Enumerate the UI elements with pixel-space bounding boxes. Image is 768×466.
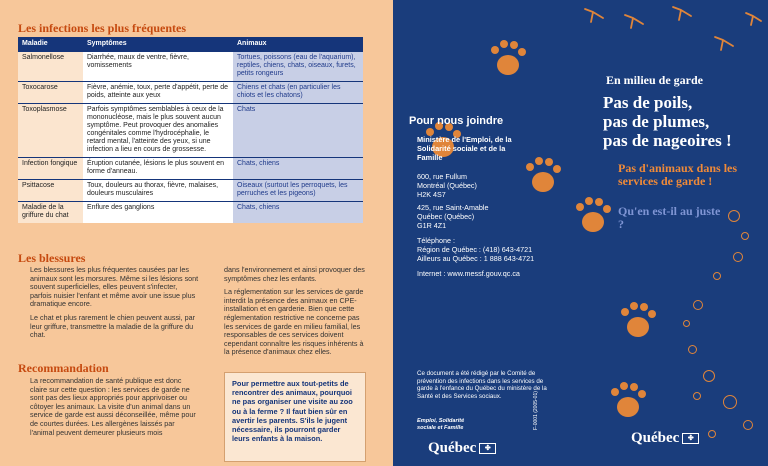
blessures-paragraph: La réglementation sur les services de garde interdit la présence des animaux en CPE-installation et en garderie. Bien que cette réglementation restrictive ne concerne pas les services de garde en milieu familial, les responsables de ces services doivent cependant connaître les risques inhérents à la présence d'animaux chez elles. (224, 287, 364, 357)
contact-address-1 (417, 172, 477, 199)
cell-symptomes: Fièvre, anémie, toux, perte d'appétit, perte de poids, atteinte aux yeux (83, 82, 233, 104)
blessures-col1 (30, 266, 200, 345)
col-symptomes: Symptômes (83, 37, 233, 52)
phone-line: Région de Québec : (418) 643-4721 (417, 245, 533, 254)
bubble-decoration (723, 395, 737, 409)
paw-icon (618, 300, 658, 342)
logo-text: Québec (631, 430, 680, 446)
cover-question: Qu'en est-il au juste ? (618, 204, 721, 231)
bubble-decoration (683, 320, 690, 327)
bubble-decoration (713, 272, 721, 280)
contact-address-2 (417, 203, 489, 230)
cell-symptomes: Toux, douleurs au thorax, fièvre, malaises, douleurs musculaires (83, 180, 233, 202)
address-line: G1R 4Z1 (417, 221, 447, 230)
col-animaux: Animaux (233, 37, 363, 52)
cell-animaux: Chiens et chats (en particulier les chiots et les chatons) (233, 82, 363, 104)
fleur-de-lis-icon: ✤ (682, 433, 699, 444)
cell-symptomes: Enflure des ganglions (83, 202, 233, 224)
blessures-paragraph: dans l'environnement et ainsi provoquer des symptômes chez les enfants. (224, 265, 365, 283)
address-line: 600, rue Fullum (417, 172, 467, 181)
paw-icon (523, 155, 563, 197)
blessures-col2 (224, 266, 369, 362)
contact-phone (417, 236, 534, 263)
zoo-callout: Pour permettre aux tout-petits de rencontrer des animaux, pourquoi ne pas organiser une visite au zoo ou à la ferme ? Il faut bien sûr en avertir les parents. S'ils le jugent nécessaire, ils pourront garder leurs enfants à la maison. (224, 372, 366, 462)
table-row (18, 180, 363, 202)
footer-credit: Ce document a été rédigé par le Comité de prévention des infections dans les services de garde à l'enfance du Québec du ministère de la Santé et des Services sociaux. (417, 370, 547, 400)
recommandation-text (30, 377, 200, 442)
address-line: H2K 4S7 (417, 190, 446, 199)
address-line: Montréal (Québec) (417, 181, 477, 190)
contact-title: Pour nous joindre (409, 115, 504, 127)
quebec-logo-left (428, 440, 496, 457)
paw-icon (608, 380, 648, 422)
cover-kicker: En milieu de garde (606, 73, 704, 87)
bubble-decoration (743, 420, 753, 430)
title-line: pas de nageoires ! (603, 131, 732, 150)
bubble-decoration (703, 370, 715, 382)
cell-symptomes: Diarrhée, maux de ventre, fièvre, vomissements (83, 52, 233, 82)
table-row (18, 82, 363, 104)
cell-maladie: Salmonellose (18, 52, 83, 82)
bubble-decoration (688, 345, 697, 354)
blessures-paragraph: Les blessures les plus fréquentes causées par les animaux sont les morsures. Même si les lésions sont souvent superficielles, elles peuvent s'infecter, parfois nuisier l'enfant et même avoir une issue plus dramatique encore. (30, 265, 199, 309)
title-line: Pas de poils, (603, 93, 693, 112)
bubble-decoration (693, 392, 701, 400)
address-line: Québec (Québec) (417, 212, 475, 221)
cell-animaux: Chats (233, 104, 363, 158)
recommandation-title: Recommandation (18, 361, 109, 375)
cell-maladie: Psittacose (18, 180, 83, 202)
department-name: Emploi, Solidarité sociale et Famille (417, 418, 465, 431)
table-row (18, 158, 363, 180)
contact-org: Ministère de l'Emploi, de la Solidarité sociale et de la Famille (417, 135, 512, 162)
bubble-decoration (728, 210, 740, 222)
cell-animaux: Chats, chiens (233, 158, 363, 180)
address-line: 425, rue Saint-Amable (417, 203, 489, 212)
bubble-decoration (741, 232, 749, 240)
fleur-de-lis-icon: ✤ (479, 443, 496, 454)
cell-animaux: Oiseaux (surtout les perroquets, les perruches et les pigeons) (233, 180, 363, 202)
cover-title (603, 93, 732, 150)
infections-title: Les infections les plus fréquentes (18, 21, 186, 35)
bird-tracks-icon (563, 0, 768, 60)
phone-line: Ailleurs au Québec : 1 888 643-4721 (417, 254, 535, 263)
cell-symptomes: Parfois symptômes semblables à ceux de la mononucléose, mais le plus souvent aucun symptôme. Peut provoquer des anomalies congénitales comme l'hydrocéphalie, le retard mental, l'atteinte des yeux, si une infection a lieu en cours de grossesse. (83, 104, 233, 158)
cell-animaux: Chats, chiens (233, 202, 363, 224)
cell-symptomes: Éruption cutanée, lésions le plus souvent en forme d'anneau. (83, 158, 233, 180)
contact-internet: Internet : www.messf.gouv.qc.ca (417, 269, 520, 278)
cell-maladie: Toxoplasmose (18, 104, 83, 158)
blessures-title: Les blessures (18, 251, 86, 265)
table-row (18, 104, 363, 158)
bubble-decoration (733, 252, 743, 262)
col-maladie: Maladie (18, 37, 83, 52)
title-line: pas de plumes, (603, 112, 710, 131)
bubble-decoration (708, 430, 716, 438)
cover-subtitle: Pas d'animaux dans les services de garde ! (618, 161, 738, 188)
table-row (18, 52, 363, 82)
quebec-logo-right (631, 430, 699, 447)
right-panel (393, 0, 768, 466)
recommandation-paragraph: La recommandation de santé publique est donc claire sur cette question : les services de garde ne sont pas des lieux appropriés pour apprivoiser ou côtoyer les animaux. La visite d'un animal dans un service de garde est aussi déconseillée, même pour de courtes durées. Les allergènes laissés par l'animal peuvent demeurer plusieurs mois (30, 376, 196, 437)
cell-maladie: Infection fongique (18, 158, 83, 180)
bubble-decoration (693, 300, 703, 310)
table-row (18, 202, 363, 224)
cell-maladie: Toxocarose (18, 82, 83, 104)
cell-animaux: Tortues, poissons (eau de l'aquarium), reptiles, chiens, chats, oiseaux, furets, petits rongeurs (233, 52, 363, 82)
cell-maladie: Maladie de la griffure du chat (18, 202, 83, 224)
blessures-paragraph: Le chat et plus rarement le chien peuvent aussi, par leur griffure, transmettre la maladie de la griffure du chat. (30, 312, 196, 340)
infections-table (18, 37, 363, 223)
logo-text: Québec (428, 440, 477, 456)
paw-icon (573, 195, 613, 237)
paw-icon (488, 38, 528, 80)
phone-label: Téléphone : (417, 236, 455, 245)
document-code: F-0001 (2005-01) (533, 391, 539, 430)
